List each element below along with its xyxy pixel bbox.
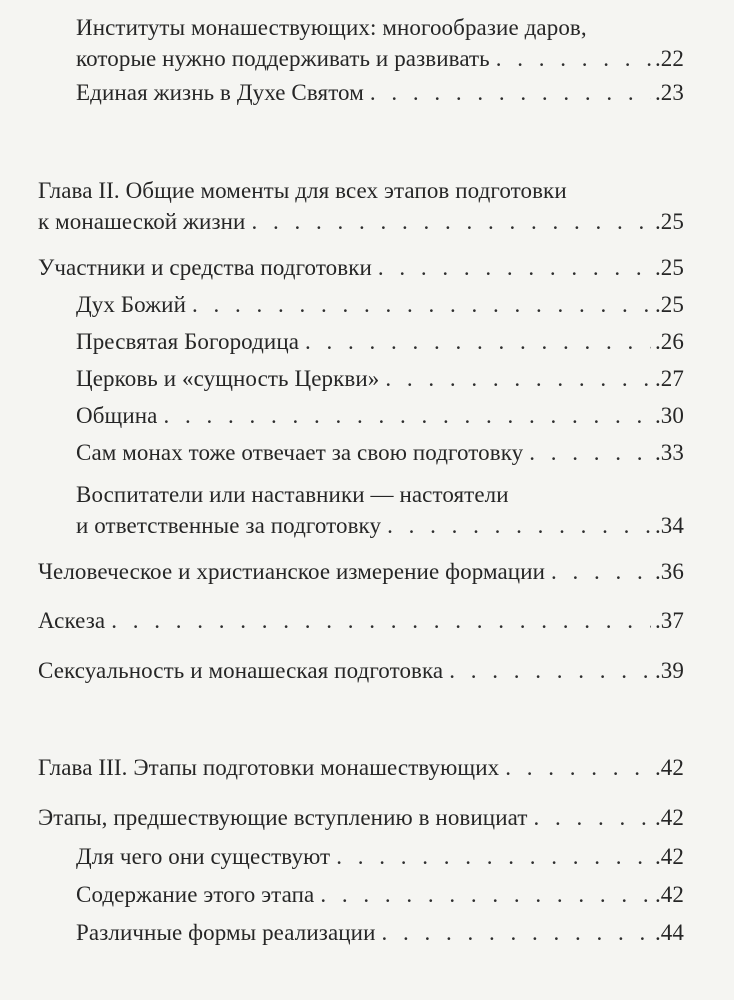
page-number: .25 bbox=[654, 292, 684, 317]
dot-leader bbox=[551, 556, 651, 587]
page-number: .25 bbox=[654, 209, 684, 234]
dot-leader bbox=[251, 206, 650, 237]
toc-entry-text: Дух Божий bbox=[76, 292, 186, 317]
toc-entry-chapter-2 bbox=[38, 175, 684, 237]
toc-entry-theotokos bbox=[76, 326, 684, 357]
toc-entry-text: Аскеза bbox=[38, 608, 106, 633]
page-number: .42 bbox=[654, 805, 684, 830]
toc-entry-sexuality bbox=[38, 655, 684, 686]
toc-entry-forms bbox=[76, 917, 684, 948]
page-number: .44 bbox=[654, 920, 684, 945]
toc-entry-institutes bbox=[76, 12, 684, 74]
dot-leader bbox=[163, 400, 650, 431]
dot-leader bbox=[533, 802, 650, 833]
dot-leader bbox=[529, 437, 651, 468]
toc-entry-text: Содержание этого этапа bbox=[76, 882, 315, 907]
toc-entry-text: Сам монах тоже отвечает за свою подготовку bbox=[76, 440, 524, 465]
toc-entry-text: и ответственные за подготовку bbox=[76, 513, 382, 538]
toc-entry-purpose bbox=[76, 841, 684, 872]
toc-entry-text: Различные формы реализации bbox=[76, 920, 376, 945]
dot-leader bbox=[385, 363, 651, 394]
toc-entry-text: Институты монашествующих: многообразие даров, bbox=[76, 15, 587, 40]
page-number: .23 bbox=[654, 80, 684, 105]
toc-entry-human-dimension bbox=[38, 556, 684, 587]
page-number: .25 bbox=[654, 255, 684, 280]
dot-leader bbox=[192, 289, 651, 320]
dot-leader bbox=[305, 326, 651, 357]
toc-entry-holy-spirit bbox=[76, 289, 684, 320]
page-number: .42 bbox=[654, 755, 684, 780]
page-number: .42 bbox=[654, 844, 684, 869]
toc-entry-one-life bbox=[76, 77, 684, 108]
dot-leader bbox=[505, 752, 651, 783]
toc-entry-community bbox=[76, 400, 684, 431]
toc-entry-text: Воспитатели или наставники — настоятели bbox=[76, 482, 509, 507]
toc-entry-text: Пресвятая Богородица bbox=[76, 329, 300, 354]
toc-entry-text: Церковь и «сущность Церкви» bbox=[76, 366, 380, 391]
toc-entry-text: Этапы, предшествующие вступлению в новициат bbox=[38, 805, 528, 830]
toc-entry-pre-novitiate bbox=[38, 802, 684, 833]
toc-entry-text: к монашеской жизни bbox=[38, 209, 246, 234]
dot-leader bbox=[320, 879, 651, 910]
toc-entry-content bbox=[76, 879, 684, 910]
toc-entry-text: которые нужно поддерживать и развивать bbox=[76, 46, 490, 71]
dot-leader bbox=[496, 43, 651, 74]
dot-leader bbox=[449, 655, 651, 686]
toc-entry-text: Для чего они существуют bbox=[76, 844, 331, 869]
toc-entry-text: Человеческое и христианское измерение формации bbox=[38, 559, 546, 584]
toc-entry-text: Сексуальность и монашеская подготовка bbox=[38, 658, 444, 683]
dot-leader bbox=[111, 605, 651, 636]
page-number: .34 bbox=[654, 513, 684, 538]
toc-entry-text: Глава III. Этапы подготовки монашествующих bbox=[38, 755, 500, 780]
page-number: .26 bbox=[654, 329, 684, 354]
dot-leader bbox=[381, 917, 650, 948]
toc-entry-monk-responsible bbox=[76, 437, 684, 468]
toc-entry-chapter-3 bbox=[38, 752, 684, 783]
dot-leader bbox=[387, 510, 651, 541]
page-number: .30 bbox=[654, 403, 684, 428]
page-number: .33 bbox=[654, 440, 684, 465]
page-number: .37 bbox=[654, 608, 684, 633]
page-number: .27 bbox=[654, 366, 684, 391]
dot-leader bbox=[378, 252, 651, 283]
page-number: .22 bbox=[654, 46, 684, 71]
toc-entry-participants bbox=[38, 252, 684, 283]
page-number: .36 bbox=[654, 559, 684, 584]
toc-entry-text: Единая жизнь в Духе Святом bbox=[76, 80, 364, 105]
page-number: .42 bbox=[654, 882, 684, 907]
toc-entry-text: Глава II. Общие моменты для всех этапов подготовки bbox=[38, 178, 567, 203]
dot-leader bbox=[336, 841, 651, 872]
toc-entry-text: Община bbox=[76, 403, 158, 428]
page-number: .39 bbox=[654, 658, 684, 683]
toc-entry-asceticism bbox=[38, 605, 684, 636]
dot-leader bbox=[370, 77, 651, 108]
toc-entry-mentors bbox=[76, 479, 684, 541]
toc-entry-text: Участники и средства подготовки bbox=[38, 255, 372, 280]
toc-entry-church bbox=[76, 363, 684, 394]
